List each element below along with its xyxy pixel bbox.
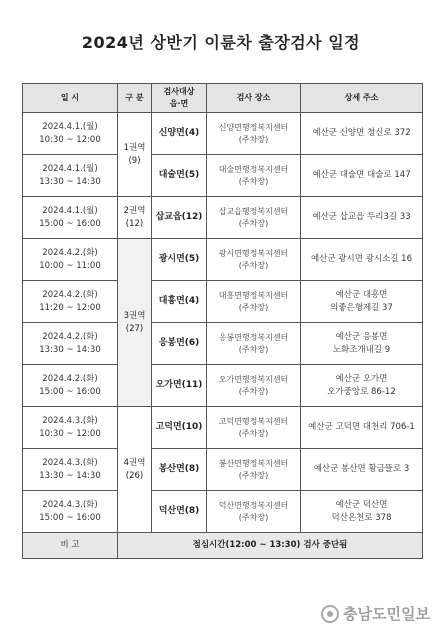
place-cell	[207, 239, 301, 281]
date-cell	[23, 407, 118, 449]
addr-line1: 예산군 봉산면 황금뜰로 3	[313, 464, 410, 475]
addr-cell	[301, 365, 423, 407]
place-name: 고덕면행정복지센터	[218, 416, 289, 426]
note-label: 비 고	[23, 533, 118, 559]
addr-line2: 의좋은형제길 37	[330, 302, 393, 313]
time-text: 11:20 ~ 12:00	[39, 302, 101, 313]
region-cell	[118, 197, 152, 239]
addr-line1: 예산군 덕산면	[335, 500, 388, 511]
date-cell	[23, 365, 118, 407]
date-cell	[23, 155, 118, 197]
place-sub: (주차장)	[238, 344, 269, 354]
table-row	[23, 407, 423, 449]
header-region: 구 분	[118, 84, 152, 113]
table-row	[23, 323, 423, 365]
region-cell	[118, 113, 152, 197]
addr-cell	[301, 197, 423, 239]
region-name: 3권역	[123, 311, 146, 322]
newspaper-logo-icon	[321, 605, 339, 623]
note-text: 점심시간(12:00 ~ 13:30) 검사 중단됨	[118, 533, 423, 559]
place-sub: (주차장)	[238, 470, 269, 480]
time-text: 13:30 ~ 14:30	[39, 344, 101, 355]
addr-line1: 예산군 응봉면	[335, 332, 388, 343]
target-cell: 신양면(4)	[152, 113, 207, 155]
place-cell	[207, 449, 301, 491]
addr-line2: 노화조개내길 9	[332, 344, 391, 355]
region-cell	[118, 407, 152, 533]
place-sub: (주차장)	[238, 260, 269, 270]
place-sub: (주차장)	[238, 134, 269, 144]
place-sub: (주차장)	[238, 218, 269, 228]
page-title: 2024년 상반기 이륜차 출장검사 일정	[81, 33, 361, 52]
place-sub: (주차장)	[238, 176, 269, 186]
time-text: 15:00 ~ 16:00	[39, 218, 101, 229]
date-cell	[23, 113, 118, 155]
target-cell: 오가면(11)	[152, 365, 207, 407]
region-count: (27)	[125, 323, 144, 334]
schedule-table	[22, 83, 423, 559]
place-name: 광시면행정복지센터	[218, 248, 289, 258]
target-cell: 고덕면(10)	[152, 407, 207, 449]
target-cell: 봉산면(8)	[152, 449, 207, 491]
date-text: 2024.4.1.(월)	[42, 164, 98, 175]
header-addr: 상세 주소	[301, 84, 423, 113]
table-row	[23, 449, 423, 491]
place-name: 대흥면행정복지센터	[218, 290, 289, 300]
header-target-line2: 읍·면	[169, 99, 189, 108]
target-cell: 대흥면(4)	[152, 281, 207, 323]
time-text: 13:30 ~ 14:30	[39, 176, 101, 187]
time-text: 10:30 ~ 12:00	[39, 428, 101, 439]
place-cell	[207, 323, 301, 365]
publisher-watermark	[321, 603, 430, 624]
addr-cell	[301, 113, 423, 155]
region-count: (9)	[128, 155, 141, 166]
header-target-line1: 검사대상	[163, 87, 195, 97]
addr-line2: 오가중앙로 86-12	[327, 386, 396, 397]
place-sub: (주차장)	[238, 512, 269, 522]
note-row	[23, 533, 423, 559]
target-cell: 광시면(5)	[152, 239, 207, 281]
place-name: 봉산면행정복지센터	[218, 458, 289, 468]
table-row	[23, 365, 423, 407]
place-name: 대술면행정복지센터	[218, 164, 289, 174]
addr-cell	[301, 281, 423, 323]
place-cell	[207, 113, 301, 155]
date-text: 2024.4.2.(화)	[42, 332, 98, 343]
place-name: 오가면행정복지센터	[218, 374, 289, 384]
table-row	[23, 197, 423, 239]
place-name: 응봉면행정복지센터	[218, 332, 289, 342]
table-row	[23, 239, 423, 281]
table-row	[23, 281, 423, 323]
region-name: 2권역	[123, 206, 146, 217]
target-cell: 삽교읍(12)	[152, 197, 207, 239]
time-text: 10:30 ~ 12:00	[39, 134, 101, 145]
addr-cell	[301, 239, 423, 281]
place-cell	[207, 155, 301, 197]
place-cell	[207, 365, 301, 407]
date-text: 2024.4.2.(화)	[42, 248, 98, 259]
addr-line1: 예산군 삽교읍 두리3길 33	[312, 212, 411, 223]
addr-cell	[301, 323, 423, 365]
date-text: 2024.4.1.(월)	[42, 122, 98, 133]
date-cell	[23, 491, 118, 533]
place-sub: (주차장)	[238, 386, 269, 396]
place-cell	[207, 197, 301, 239]
header-date: 일 시	[23, 84, 118, 113]
addr-line1: 예산군 고덕면 대천리 706-1	[308, 422, 415, 433]
region-cell	[118, 239, 152, 407]
region-count: (12)	[125, 218, 144, 229]
region-name: 1권역	[123, 143, 146, 154]
place-sub: (주차장)	[238, 428, 269, 438]
addr-line1: 예산군 오가면	[335, 374, 388, 385]
time-text: 15:00 ~ 16:00	[39, 512, 101, 523]
addr-line2: 덕산온천로 378	[331, 512, 392, 523]
place-cell	[207, 491, 301, 533]
addr-line1: 예산군 대흥면	[335, 290, 388, 301]
addr-line1: 예산군 광시면 광시소길 16	[310, 254, 413, 265]
date-text: 2024.4.3.(화)	[42, 500, 98, 511]
place-sub: (주차장)	[238, 302, 269, 312]
date-text: 2024.4.2.(화)	[42, 374, 98, 385]
date-cell	[23, 197, 118, 239]
table-row	[23, 491, 423, 533]
place-name: 신양면행정복지센터	[218, 122, 289, 132]
time-text: 15:00 ~ 16:00	[39, 386, 101, 397]
place-cell	[207, 407, 301, 449]
addr-cell	[301, 491, 423, 533]
place-name: 삽교읍행정복지센터	[218, 206, 289, 216]
place-name: 덕산면행정복지센터	[218, 500, 289, 510]
watermark-text: 충남도민일보	[343, 605, 430, 623]
date-cell	[23, 323, 118, 365]
date-cell	[23, 239, 118, 281]
addr-cell	[301, 449, 423, 491]
date-text: 2024.4.3.(화)	[42, 416, 98, 427]
place-cell	[207, 281, 301, 323]
date-text: 2024.4.2.(화)	[42, 290, 98, 301]
target-cell: 대술면(5)	[152, 155, 207, 197]
date-text: 2024.4.3.(화)	[42, 458, 98, 469]
target-cell: 응봉면(6)	[152, 323, 207, 365]
addr-line1: 예산군 대술면 대술로 147	[312, 170, 411, 181]
time-text: 10:00 ~ 11:00	[39, 260, 101, 271]
table-row	[23, 155, 423, 197]
target-cell: 덕산면(8)	[152, 491, 207, 533]
region-name: 4권역	[123, 458, 146, 469]
table-row	[23, 113, 423, 155]
region-count: (26)	[125, 470, 144, 481]
header-target	[152, 84, 207, 113]
date-cell	[23, 281, 118, 323]
date-text: 2024.4.1.(월)	[42, 206, 98, 217]
addr-line1: 예산군 신양면 청신로 372	[312, 128, 411, 139]
addr-cell	[301, 407, 423, 449]
addr-cell	[301, 155, 423, 197]
date-cell	[23, 449, 118, 491]
header-place: 검사 장소	[207, 84, 301, 113]
time-text: 13:30 ~ 14:30	[39, 470, 101, 481]
table-header-row	[23, 84, 423, 113]
